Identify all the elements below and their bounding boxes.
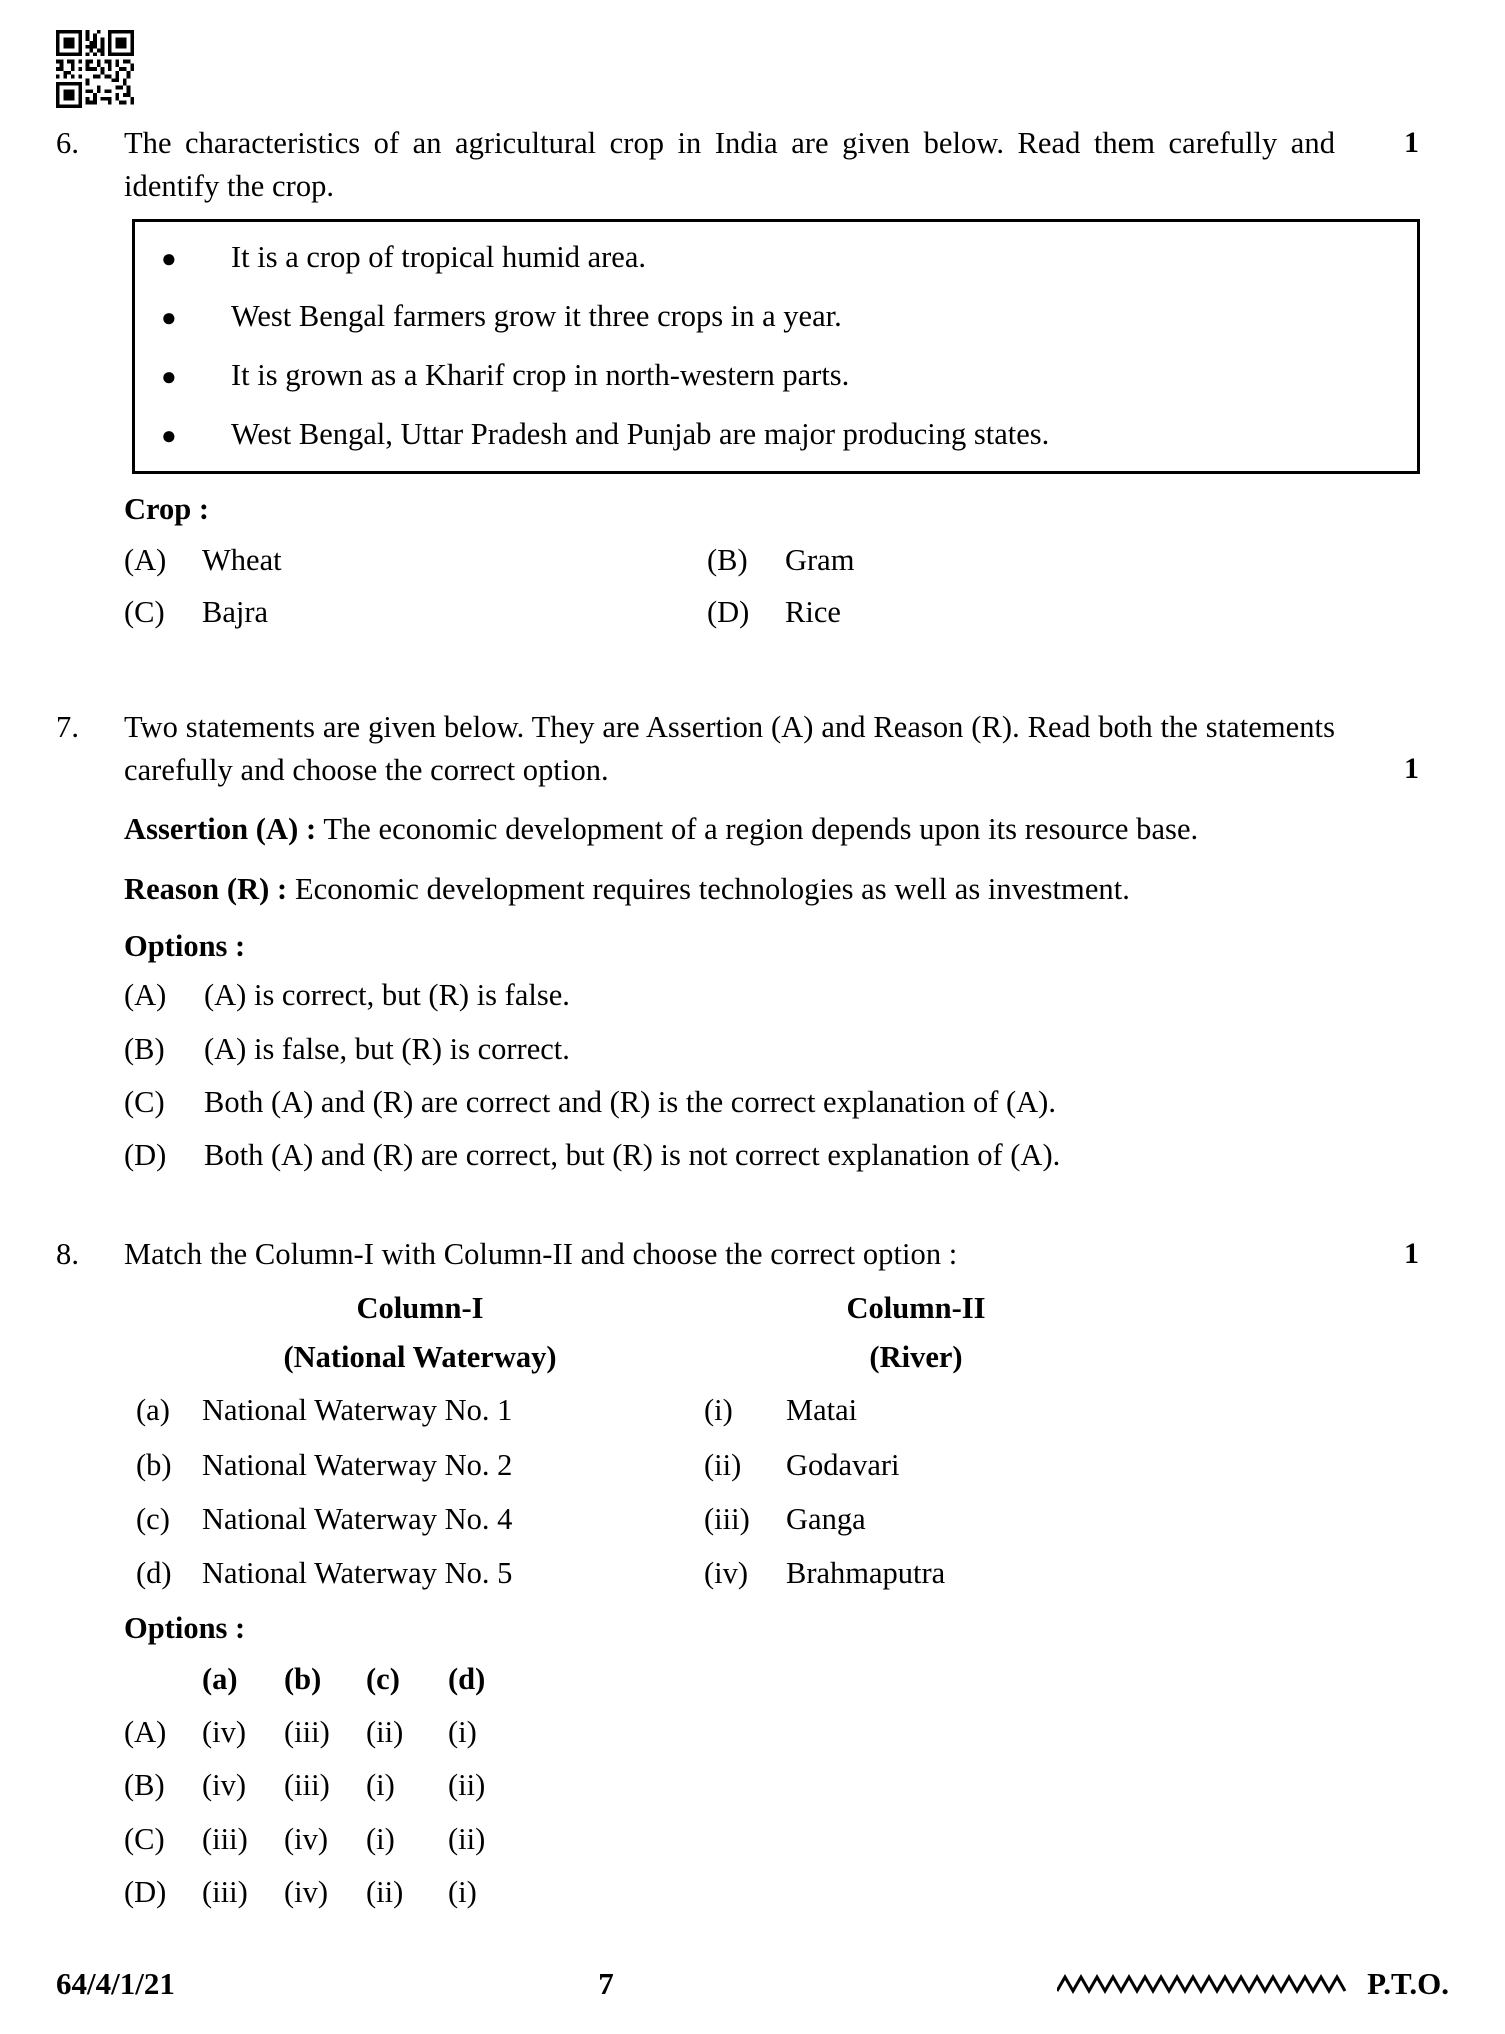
row-numeral: (iii) (704, 1501, 750, 1536)
question-7 (56, 706, 1421, 1188)
value-b: (iii) (284, 1715, 330, 1750)
value-d: (i) (448, 1715, 477, 1750)
value-b: (iv) (284, 1875, 329, 1910)
option-label: (A) is false, but (R) is correct. (204, 1031, 570, 1066)
column-2-value: Ganga (786, 1501, 866, 1536)
option-label: Rice (785, 594, 841, 629)
page-number: 7 (598, 1966, 614, 2001)
row-key: (b) (136, 1447, 172, 1482)
paper-code: 64/4/1/21 (56, 1966, 175, 2001)
option-a[interactable] (124, 1711, 1421, 1754)
value-c: (ii) (366, 1875, 404, 1910)
list-item (153, 236, 1399, 278)
value-c: (i) (366, 1821, 395, 1856)
option-label: Both (A) and (R) are correct, but (R) is not correct explanation of (A). (204, 1138, 1061, 1173)
bullet-icon: ● (161, 302, 177, 332)
question-8 (56, 1233, 1421, 1924)
column-2-value: Godavari (786, 1447, 900, 1482)
question-7-number: 7. (56, 709, 80, 744)
option-key: (B) (707, 543, 748, 578)
question-6-options (124, 539, 1421, 634)
value-c: (ii) (366, 1715, 404, 1750)
value-b: (iii) (284, 1768, 330, 1803)
bullet-icon: ● (161, 420, 177, 450)
column-2-title: Column-II (846, 1290, 986, 1325)
reason-label: Reason (R) : (124, 871, 288, 906)
question-7-options (124, 974, 1421, 1177)
option-b[interactable] (707, 539, 1421, 582)
row-key: (d) (136, 1556, 172, 1591)
reason-statement (124, 868, 1421, 911)
match-rows (124, 1389, 1421, 1595)
column-1-value: National Waterway No. 5 (202, 1556, 513, 1591)
question-8-options-table (124, 1658, 1421, 1914)
reason-text: Economic development requires technologies as well as investment. (294, 871, 1130, 906)
assertion-label: Assertion (A) : (124, 812, 317, 847)
question-content (56, 122, 1421, 1924)
question-6-options-label: Crop : (124, 491, 210, 526)
question-6-marks: 1 (1404, 126, 1419, 159)
assertion-statement (124, 808, 1421, 851)
option-key: (A) (124, 978, 167, 1013)
header-c: (c) (366, 1661, 400, 1696)
value-a: (iv) (202, 1715, 247, 1750)
question-7-marks: 1 (1404, 751, 1419, 785)
option-b[interactable] (124, 1028, 1421, 1071)
option-a[interactable] (124, 539, 707, 582)
list-item (153, 354, 1399, 396)
option-key: (A) (124, 543, 167, 578)
page-footer (56, 1966, 1449, 2002)
option-d[interactable] (707, 591, 1421, 634)
row-key: (c) (136, 1501, 170, 1536)
column-1-subtitle: (National Waterway) (283, 1340, 557, 1375)
match-column-titles (124, 1287, 1421, 1330)
match-options-header (124, 1658, 1421, 1701)
option-a[interactable] (124, 974, 1421, 1017)
option-label: Wheat (202, 543, 282, 578)
header-d: (d) (448, 1661, 486, 1696)
column-2-subtitle: (River) (869, 1340, 963, 1375)
bullet-icon: ● (161, 361, 177, 391)
value-c: (i) (366, 1768, 395, 1803)
characteristic-text: It is grown as a Kharif crop in north-western parts. (231, 357, 850, 392)
option-d[interactable] (124, 1134, 1421, 1177)
option-label: (A) is correct, but (R) is false. (204, 978, 570, 1013)
option-d[interactable] (124, 1871, 1421, 1914)
value-d: (ii) (448, 1768, 486, 1803)
question-8-marks: 1 (1404, 1237, 1419, 1271)
header-blank (124, 1658, 202, 1701)
option-c[interactable] (124, 1818, 1421, 1861)
question-7-options-label: Options : (124, 928, 246, 963)
characteristic-text: It is a crop of tropical humid area. (231, 239, 646, 274)
header-b: (b) (284, 1661, 322, 1696)
qr-code-icon (56, 30, 134, 108)
option-key: (B) (124, 1031, 165, 1066)
table-row (124, 1552, 1421, 1595)
option-label: Gram (785, 543, 855, 578)
column-1-value: National Waterway No. 2 (202, 1447, 513, 1482)
row-key: (a) (136, 1393, 170, 1428)
wave-decoration-icon (1037, 1971, 1367, 1997)
column-1-value: National Waterway No. 4 (202, 1501, 513, 1536)
header-a: (a) (202, 1661, 238, 1696)
question-8-stem: Match the Column-I with Column-II and choose the correct option : (124, 1237, 958, 1272)
assertion-text: The economic development of a region depends upon its resource base. (323, 812, 1199, 847)
table-row (124, 1444, 1421, 1487)
option-label: Both (A) and (R) are correct and (R) is the correct explanation of (A). (204, 1084, 1056, 1119)
column-2-value: Matai (786, 1393, 858, 1428)
question-6-characteristics-box (132, 219, 1420, 474)
question-6 (56, 122, 1421, 642)
option-c[interactable] (124, 591, 707, 634)
value-a: (iii) (202, 1875, 248, 1910)
option-key: (D) (124, 1138, 167, 1173)
question-7-stem: Two statements are given below. They are Assertion (A) and Reason (R). Read both the statements carefully and choose the correct option. (124, 709, 1335, 788)
table-row (124, 1498, 1421, 1541)
value-a: (iii) (202, 1821, 248, 1856)
option-key: (D) (707, 594, 750, 629)
bullet-icon: ● (161, 243, 177, 273)
option-key: (D) (124, 1875, 167, 1910)
list-item (153, 413, 1399, 455)
value-a: (iv) (202, 1768, 247, 1803)
column-1-title: Column-I (356, 1290, 484, 1325)
characteristic-text: West Bengal farmers grow it three crops in a year. (231, 298, 842, 333)
pto-label: P.T.O. (1367, 1966, 1449, 2001)
row-numeral: (ii) (704, 1447, 742, 1482)
question-8-number: 8. (56, 1237, 80, 1272)
value-b: (iv) (284, 1821, 329, 1856)
list-item (153, 295, 1399, 337)
option-key: (C) (124, 594, 165, 629)
row-numeral: (i) (704, 1393, 733, 1428)
option-key: (C) (124, 1821, 165, 1856)
column-1-value: National Waterway No. 1 (202, 1393, 513, 1428)
question-6-stem: The characteristics of an agricultural crop in India are given below. Read them carefully and identify the crop. (124, 126, 1335, 204)
option-key: (B) (124, 1768, 165, 1803)
value-d: (ii) (448, 1821, 486, 1856)
row-numeral: (iv) (704, 1556, 749, 1591)
column-2-value: Brahmaputra (786, 1556, 946, 1591)
question-6-number: 6. (56, 126, 80, 160)
option-key: (A) (124, 1715, 167, 1750)
characteristic-text: West Bengal, Uttar Pradesh and Punjab are major producing states. (231, 416, 1050, 451)
value-d: (i) (448, 1875, 477, 1910)
option-b[interactable] (124, 1764, 1421, 1807)
table-row (124, 1389, 1421, 1432)
match-column-subtitles (124, 1336, 1421, 1379)
question-8-options-label: Options : (124, 1610, 246, 1645)
option-c[interactable] (124, 1081, 1421, 1124)
option-key: (C) (124, 1084, 165, 1119)
option-label: Bajra (202, 594, 269, 629)
